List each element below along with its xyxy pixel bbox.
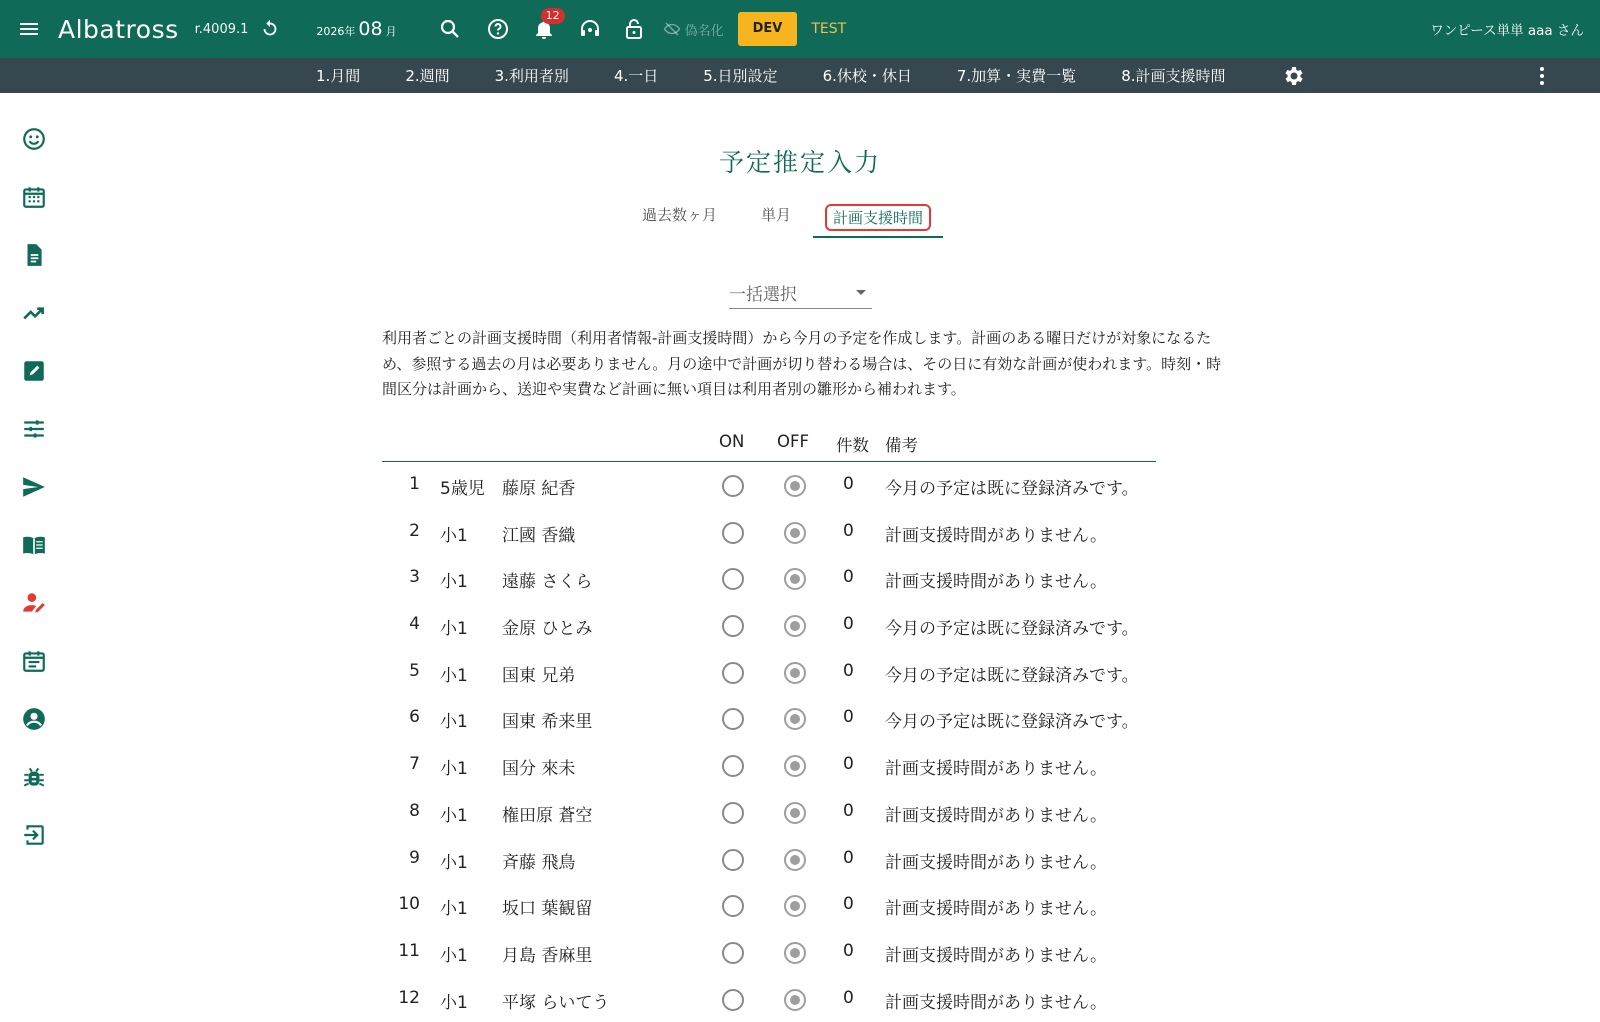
table-row — [382, 509, 1156, 556]
row-note: 計画支援時間がありません。 — [885, 992, 1108, 1013]
row-grade: 小1 — [440, 572, 468, 593]
pseudonymize-toggle[interactable] — [663, 20, 724, 39]
radio-off[interactable] — [784, 849, 806, 871]
table-row — [382, 602, 1156, 649]
edit-note-icon[interactable] — [21, 358, 47, 384]
row-grade: 小1 — [440, 759, 468, 780]
menu-icon[interactable] — [0, 0, 58, 58]
row-note: 計画支援時間がありません。 — [885, 899, 1108, 920]
user-name[interactable]: ワンピース単単 aaa さん — [1430, 23, 1584, 39]
row-name: 遠藤 さくら — [502, 572, 593, 593]
radio-off[interactable] — [784, 755, 806, 777]
row-count: 0 — [843, 520, 854, 541]
row-note: 計画支援時間がありません。 — [885, 759, 1108, 780]
tab-plan-support-time-label: 計画支援時間 — [825, 204, 931, 231]
notification-bell-icon[interactable] — [529, 9, 560, 44]
event-note-icon[interactable] — [21, 648, 47, 674]
radio-on[interactable] — [722, 522, 744, 544]
row-count: 0 — [843, 800, 854, 821]
row-name: 江國 香織 — [502, 525, 576, 546]
sub-navigation — [0, 58, 1600, 93]
row-name: 月島 香麻里 — [502, 945, 593, 966]
gear-icon[interactable] — [1282, 64, 1306, 88]
row-grade: 小1 — [440, 805, 468, 826]
radio-on[interactable] — [722, 475, 744, 497]
radio-on[interactable] — [722, 755, 744, 777]
row-grade: 5歳児 — [440, 479, 485, 499]
tune-icon[interactable] — [21, 416, 47, 442]
mode-tabs — [620, 202, 943, 238]
row-number: 1 — [409, 474, 420, 494]
radio-on[interactable] — [722, 802, 744, 824]
row-note: 今月の予定は既に登録済みです。 — [885, 479, 1139, 499]
row-name: 国東 希来里 — [502, 712, 593, 733]
table-header — [382, 430, 1156, 462]
row-grade: 小1 — [440, 619, 468, 640]
book-icon[interactable] — [21, 532, 47, 558]
row-name: 斉藤 飛鳥 — [502, 852, 576, 873]
row-note: 計画支援時間がありません。 — [885, 572, 1108, 593]
radio-on[interactable] — [722, 895, 744, 917]
bulk-select-dropdown[interactable] — [729, 277, 872, 309]
radio-off[interactable] — [784, 802, 806, 824]
header-on: ON — [719, 432, 745, 451]
table-row — [382, 742, 1156, 789]
row-name: 国東 兄弟 — [502, 665, 576, 686]
row-count: 0 — [843, 847, 854, 868]
subnav-additions-list[interactable]: 7.加算・実費一覧 — [956, 67, 1077, 85]
page-title: 予定推定入力 — [718, 148, 881, 177]
lock-open-icon[interactable] — [619, 14, 649, 44]
header-count: 件数 — [836, 436, 869, 455]
row-note: 計画支援時間がありません。 — [885, 805, 1108, 826]
test-button[interactable]: TEST — [811, 21, 847, 37]
dev-button[interactable]: DEV — [738, 12, 798, 46]
row-name: 平塚 らいてう — [502, 992, 610, 1013]
refresh-icon[interactable] — [258, 17, 282, 41]
row-note: 計画支援時間がありません。 — [885, 852, 1108, 873]
table-row — [382, 929, 1156, 976]
row-number: 8 — [409, 800, 420, 821]
help-icon[interactable] — [483, 14, 513, 44]
row-count: 0 — [843, 754, 854, 775]
tab-single-month[interactable]: 単月 — [761, 206, 792, 224]
subnav-monthly[interactable]: 1.月間 — [316, 67, 361, 85]
row-count: 0 — [843, 940, 854, 961]
radio-off[interactable] — [784, 662, 806, 684]
trending-icon[interactable] — [21, 300, 47, 326]
table-row — [382, 836, 1156, 883]
left-sidebar — [0, 93, 66, 1000]
subnav-plan-support-time[interactable]: 8.計画支援時間 — [1121, 67, 1226, 85]
table-row — [382, 462, 1156, 509]
subnav-weekly[interactable]: 2.週間 — [405, 67, 450, 85]
dropdown-arrow-icon — [856, 290, 866, 295]
row-number: 6 — [409, 707, 420, 728]
row-grade: 小1 — [440, 899, 468, 920]
subnav-holidays[interactable]: 6.休校・休日 — [822, 67, 912, 85]
row-count: 0 — [843, 567, 854, 588]
month-selector[interactable] — [316, 18, 396, 40]
radio-on[interactable] — [722, 568, 744, 590]
row-number: 12 — [398, 987, 420, 1008]
header-note: 備考 — [885, 436, 918, 455]
search-icon[interactable] — [435, 14, 465, 44]
row-number: 11 — [398, 940, 420, 961]
account-circle-icon[interactable] — [21, 706, 47, 732]
radio-on[interactable] — [722, 615, 744, 637]
visibility-off-icon — [663, 20, 681, 38]
row-name: 権田原 蒼空 — [502, 805, 593, 826]
app-bar — [0, 0, 1600, 58]
radio-off[interactable] — [784, 895, 806, 917]
row-number: 5 — [409, 660, 420, 681]
bulk-select-value: 一括選択 — [729, 285, 797, 305]
row-number: 4 — [409, 614, 420, 635]
document-icon[interactable] — [21, 242, 47, 268]
pseudonymize-label: 偽名化 — [684, 23, 724, 39]
row-count: 0 — [843, 614, 854, 635]
radio-on[interactable] — [722, 849, 744, 871]
person-edit-icon[interactable] — [21, 590, 47, 616]
radio-on[interactable] — [722, 662, 744, 684]
radio-off[interactable] — [784, 708, 806, 730]
radio-on[interactable] — [722, 942, 744, 964]
row-grade: 小1 — [440, 525, 468, 546]
radio-on[interactable] — [722, 708, 744, 730]
month-unit: 月 — [385, 25, 397, 38]
row-number: 2 — [409, 520, 420, 541]
notification-badge: 12 — [541, 8, 565, 24]
table-row — [382, 882, 1156, 929]
row-note: 計画支援時間がありません。 — [885, 525, 1108, 546]
row-grade: 小1 — [440, 665, 468, 686]
subnav-by-user[interactable]: 3.利用者別 — [494, 67, 569, 85]
radio-off[interactable] — [784, 942, 806, 964]
send-icon[interactable] — [21, 474, 47, 500]
bug-icon[interactable] — [21, 764, 47, 790]
row-name: 国分 來未 — [502, 759, 576, 780]
subnav-daily[interactable]: 4.一日 — [613, 67, 659, 85]
user-table-body — [382, 462, 1156, 1022]
table-row — [382, 976, 1156, 1022]
row-number: 9 — [409, 847, 420, 868]
radio-off[interactable] — [784, 568, 806, 590]
row-note: 計画支援時間がありません。 — [885, 945, 1108, 966]
row-count: 0 — [843, 987, 854, 1008]
row-name: 藤原 紀香 — [502, 479, 576, 499]
tab-past-months[interactable]: 過去数ヶ月 — [642, 206, 718, 224]
row-grade: 小1 — [440, 945, 468, 966]
radio-off[interactable] — [784, 615, 806, 637]
table-row — [382, 789, 1156, 836]
radio-off[interactable] — [784, 475, 806, 497]
radio-off[interactable] — [784, 522, 806, 544]
support-agent-icon[interactable] — [575, 14, 605, 44]
row-note: 今月の予定は既に登録済みです。 — [885, 665, 1139, 686]
subnav-day-settings[interactable]: 5.日別設定 — [703, 67, 778, 85]
row-count: 0 — [843, 474, 854, 494]
app-brand[interactable]: Albatross — [58, 14, 179, 44]
header-off: OFF — [777, 432, 809, 451]
row-name: 坂口 葉観留 — [502, 899, 593, 920]
table-row — [382, 555, 1156, 602]
table-row — [382, 649, 1156, 696]
app-version: r.4009.1 — [194, 21, 249, 37]
row-count: 0 — [843, 894, 854, 915]
row-note: 今月の予定は既に登録済みです。 — [885, 619, 1139, 640]
row-grade: 小1 — [440, 852, 468, 873]
row-name: 金原 ひとみ — [502, 619, 593, 640]
row-count: 0 — [843, 707, 854, 728]
description-text: 利用者ごとの計画支援時間（利用者情報-計画支援時間）から今月の予定を作成します。計画のある曜日だけが対象になるため、参照する過去の月は必要ありません。月の途中で計画が切り替わる場合は、その日に有効な計画が使われます。時刻・時間区分は計画から、送迎や実費など計画に無い項目は利用者別の雛形から補われます。 — [382, 329, 1222, 398]
calendar-icon[interactable] — [21, 184, 47, 210]
more-vert-icon[interactable] — [1536, 64, 1548, 88]
row-grade: 小1 — [440, 712, 468, 733]
row-count: 0 — [843, 660, 854, 681]
month-year: 2026年 — [316, 25, 356, 38]
exit-icon[interactable] — [21, 822, 47, 848]
month-number: 08 — [358, 18, 383, 40]
row-number: 7 — [409, 754, 420, 775]
table-row — [382, 695, 1156, 742]
row-number: 3 — [409, 567, 420, 588]
row-grade: 小1 — [440, 992, 468, 1013]
row-number: 10 — [398, 894, 420, 915]
row-note: 今月の予定は既に登録済みです。 — [885, 712, 1139, 733]
tab-plan-support-time[interactable] — [813, 202, 943, 238]
